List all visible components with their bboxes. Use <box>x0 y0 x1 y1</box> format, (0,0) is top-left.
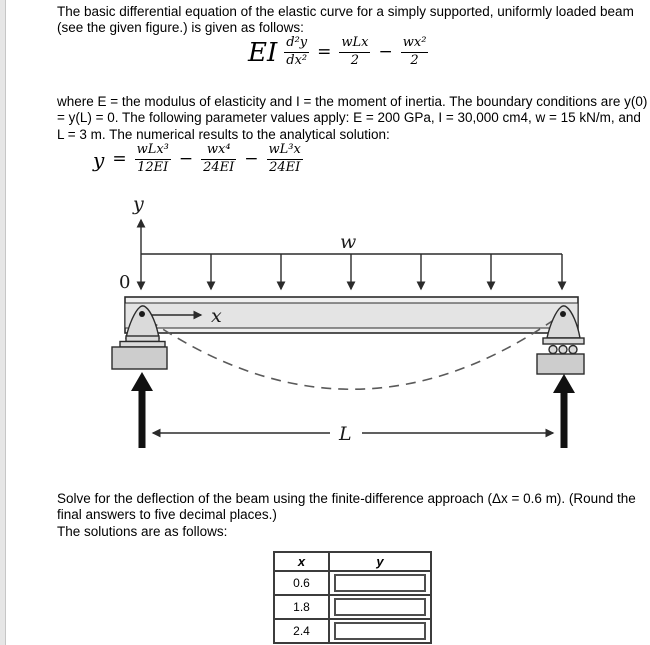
eq1-equals: = <box>317 42 332 63</box>
eq1-coefficient: EI <box>248 37 278 68</box>
x-value-cell: 0.6 <box>274 571 329 595</box>
eq1-minus: − <box>378 42 393 63</box>
table-row <box>274 619 431 643</box>
differential-equation <box>248 36 428 69</box>
eq1-term2-fraction: $\frac{\text{wx²}}{2}$ <box>402 35 427 69</box>
eq1-lhs-fraction: $\frac{\text{d²y}}{\text{dx²}}$ <box>286 35 308 69</box>
table-header-row <box>274 552 431 571</box>
load-label: w <box>340 231 357 253</box>
table-row <box>274 595 431 619</box>
eq2-term3-fraction: $\frac{\text{wL³x}}{24EI}$ <box>268 142 301 176</box>
eq2-minus1: − <box>178 149 194 170</box>
answer-input-2[interactable] <box>334 598 426 616</box>
eq1-term1-fraction: $\frac{\text{wLx}}{2}$ <box>341 35 369 69</box>
left-pin <box>139 311 145 317</box>
eq2-lhs: y <box>93 147 105 172</box>
header-x: x <box>274 552 329 571</box>
eq2-minus2: − <box>244 149 259 170</box>
answer-input-3[interactable] <box>334 622 426 640</box>
roller-icon <box>559 346 567 354</box>
y-answer-cell <box>329 619 431 643</box>
roller-icon <box>549 346 557 354</box>
x-value-cell: 1.8 <box>274 595 329 619</box>
left-reaction-arrow <box>131 372 153 448</box>
table-row <box>274 571 431 595</box>
origin-label: 0 <box>119 272 131 293</box>
answer-input-1[interactable] <box>334 574 426 592</box>
task-paragraph: Solve for the deflection of the beam using the finite-difference approach (Δx = 0.6 m). (Round the final answers to five decimal places.) <box>57 491 636 523</box>
eq2-equals: = <box>112 149 127 170</box>
eq2-term1-fraction: $\frac{\text{wLx³}}{12EI}$ <box>136 142 169 176</box>
span-length-label: L <box>339 423 352 445</box>
answers-table <box>273 551 432 644</box>
eq2-term2-fraction: $\frac{\text{wx⁴}}{24EI}$ <box>203 142 235 176</box>
y-axis-label: y <box>133 193 144 215</box>
task-block <box>57 491 649 540</box>
y-answer-cell <box>329 571 431 595</box>
solutions-intro: The solutions are as follows: <box>57 523 228 539</box>
y-answer-cell <box>329 595 431 619</box>
x-value-cell: 2.4 <box>274 619 329 643</box>
roller-icon <box>569 346 577 354</box>
load-arrows <box>211 254 562 289</box>
right-pin <box>560 311 566 317</box>
right-reaction-arrow <box>553 374 575 448</box>
parameters-paragraph: where E = the modulus of elasticity and I = the moment of inertia. The boundary conditions are y(0) = y(L) = 0. The following parameter values apply: E = 200 GPa, I = 30,000 cm4, w = 15 kN/m, and L = 3 m. The numerical results to the analytical solution: <box>57 94 648 142</box>
x-axis-label: x <box>211 305 222 327</box>
intro-paragraph: The basic differential equation of the elastic curve for a simply supported, uniformly loaded beam (see the given figure.) is given as follows: <box>57 4 634 36</box>
analytical-solution-equation <box>93 143 303 176</box>
beam-figure <box>0 190 650 460</box>
header-y: y <box>329 552 431 571</box>
